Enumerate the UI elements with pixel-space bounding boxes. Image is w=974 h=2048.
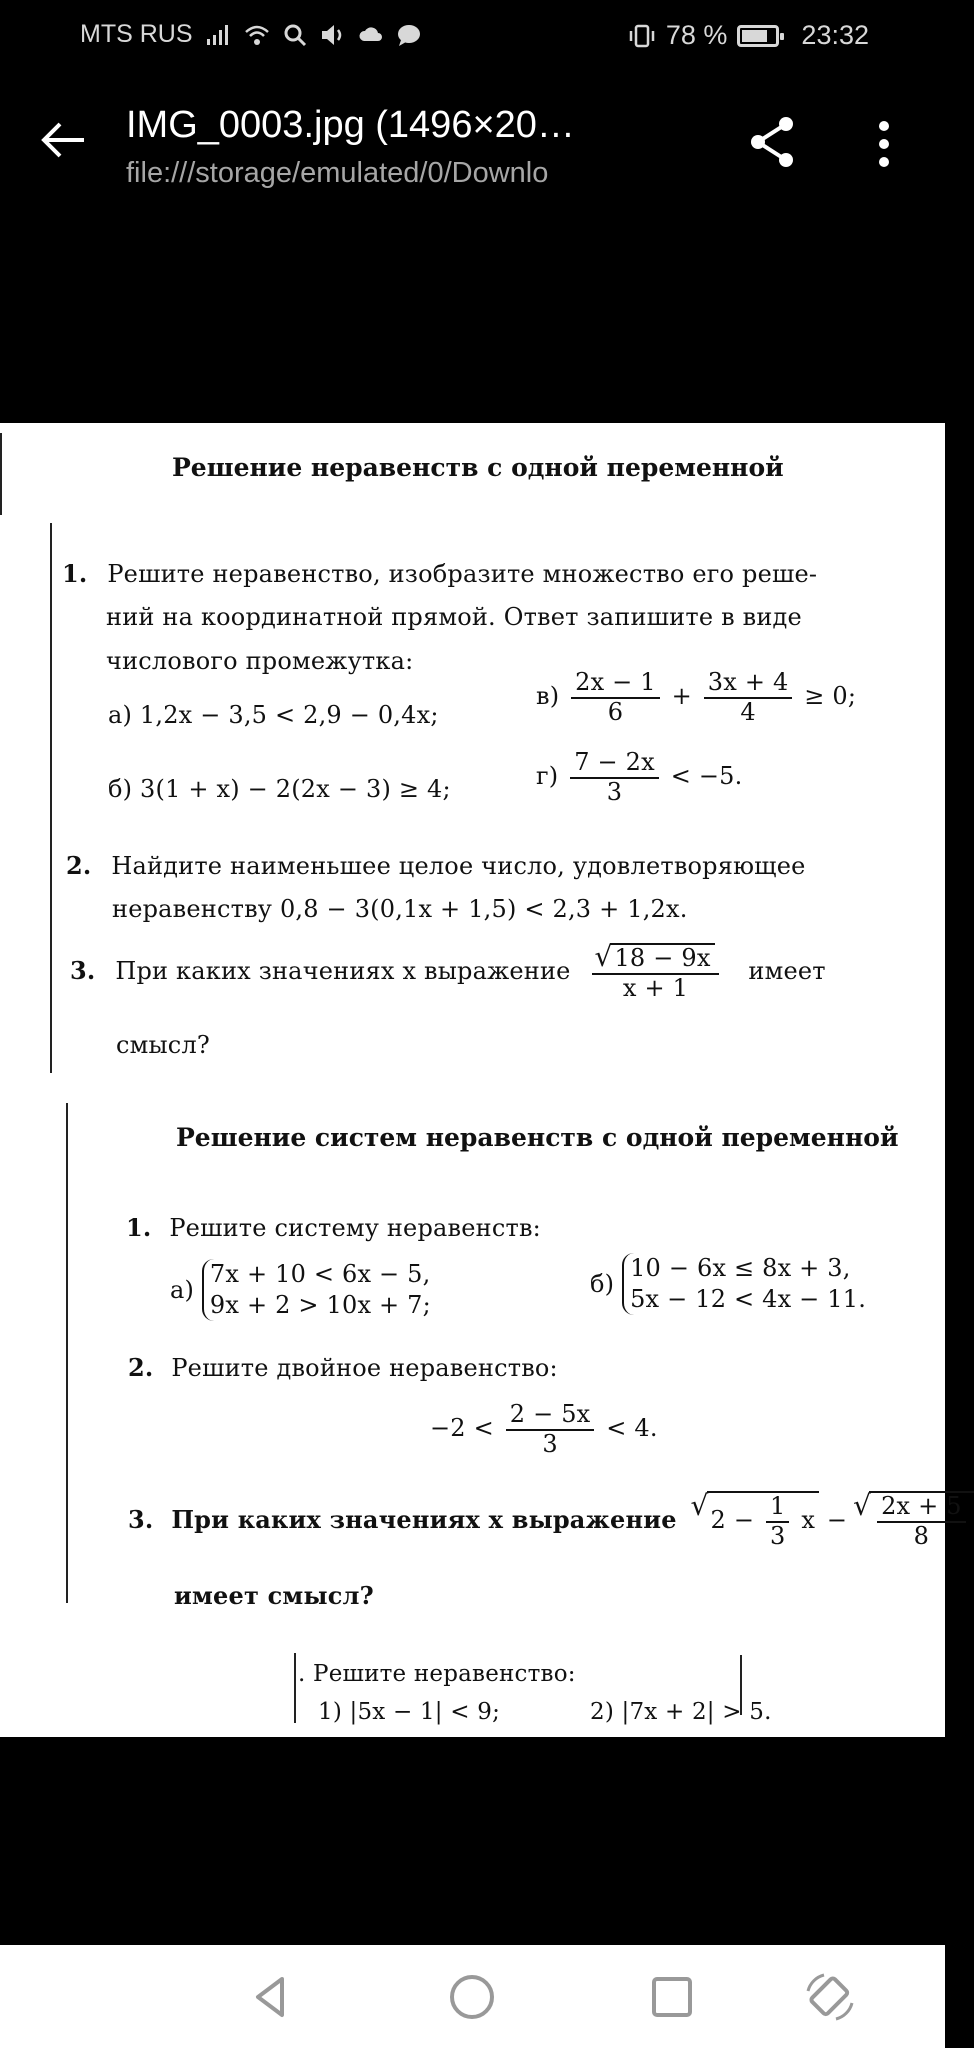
- s1-q1-v: в) $\frac{2x - 1}{6}$ + $\frac{3x + 4}{4}$ ≥ 0;: [536, 668, 857, 726]
- s1-q2-line2: неравенству 0,8 − 3(0,1x + 1,5) < 2,3 + 1,2x.: [112, 895, 688, 923]
- document-image[interactable]: [0, 423, 962, 1737]
- app-header: [0, 90, 945, 210]
- message-icon: [395, 21, 423, 49]
- s2-q1-a: а) 7x + 10 < 6x − 5, 9x + 2 > 10x + 7;: [170, 1259, 431, 1321]
- s3-text: . Решите неравенство:: [298, 1661, 576, 1687]
- s2-q2: 2. Решите двойное неравенство:: [128, 1353, 558, 1382]
- signal-icon: [205, 21, 233, 49]
- s1-q1-g: г) $\frac{7 - 2x}{3}$ < −5.: [536, 748, 743, 806]
- file-path: file:///storage/emulated/0/Downlo: [126, 157, 549, 189]
- back-arrow-icon[interactable]: [36, 112, 92, 168]
- battery-icon: [737, 25, 779, 47]
- s2-q3-line2: имеет смысл?: [174, 1581, 374, 1610]
- title-block: [126, 104, 626, 190]
- s2-q3: 3. При каких значениях x выражение √ 2 − $\frac{1}{3}$ x − √ $\frac{2x + 5}{8}$: [128, 1491, 974, 1550]
- recents-nav-icon[interactable]: [642, 1967, 702, 2027]
- s2-q2-formula: −2 < $\frac{2 - 5x}{3}$ < 4.: [430, 1400, 658, 1458]
- s2-q1: 1. Решите систему неравенств:: [126, 1213, 541, 1242]
- search-icon: [281, 21, 309, 49]
- navigation-bar: [0, 1945, 945, 2048]
- s1-q1-line2: ний на координатной прямой. Ответ запишите в виде: [106, 603, 802, 631]
- s3-item-1: 1) |5x − 1| < 9;: [318, 1699, 501, 1725]
- volume-icon: [319, 21, 347, 49]
- wifi-icon: [243, 21, 271, 49]
- s1-q1-b: б) 3(1 + x) − 2(2x − 3) ≥ 4;: [108, 775, 451, 803]
- battery-percent: 78 %: [665, 20, 728, 50]
- clock: 23:32: [801, 20, 869, 50]
- section-2-title: Решение систем неравенств с одной переменной: [176, 1123, 899, 1152]
- carrier-name: MTS RUS: [80, 20, 193, 48]
- section-1-title: Решение неравенств с одной переменной: [172, 453, 784, 482]
- s1-q1: 1. Решите неравенство, изобразите множество его реше-: [62, 559, 818, 588]
- s1-q1-line3: числового промежутка:: [106, 647, 414, 675]
- file-title: IMG_0003.jpg (1496×20…: [126, 104, 575, 146]
- s1-q3-line2: смысл?: [116, 1031, 210, 1059]
- s3-item-2: 2) |7x + 2| > 5.: [590, 1699, 772, 1725]
- vibrate-icon: [628, 22, 656, 50]
- s1-q1-a: а) 1,2x − 3,5 < 2,9 − 0,4x;: [108, 701, 439, 729]
- cloud-icon: [357, 21, 385, 49]
- more-options-icon[interactable]: [866, 118, 902, 170]
- share-icon[interactable]: [746, 114, 798, 170]
- status-bar: [0, 0, 945, 72]
- s1-q2: 2. Найдите наименьшее целое число, удовлетворяющее: [66, 851, 806, 880]
- s1-q3: 3. При каких значениях x выражение √ $\frac{18 - 9x}{x + 1}$ имеет: [70, 943, 826, 1002]
- home-nav-icon[interactable]: [442, 1967, 502, 2027]
- back-nav-icon[interactable]: [240, 1967, 300, 2027]
- s2-q1-b: б) 10 − 6x ≤ 8x + 3, 5x − 12 < 4x − 11.: [590, 1253, 866, 1315]
- rotate-nav-icon[interactable]: [800, 1967, 860, 2027]
